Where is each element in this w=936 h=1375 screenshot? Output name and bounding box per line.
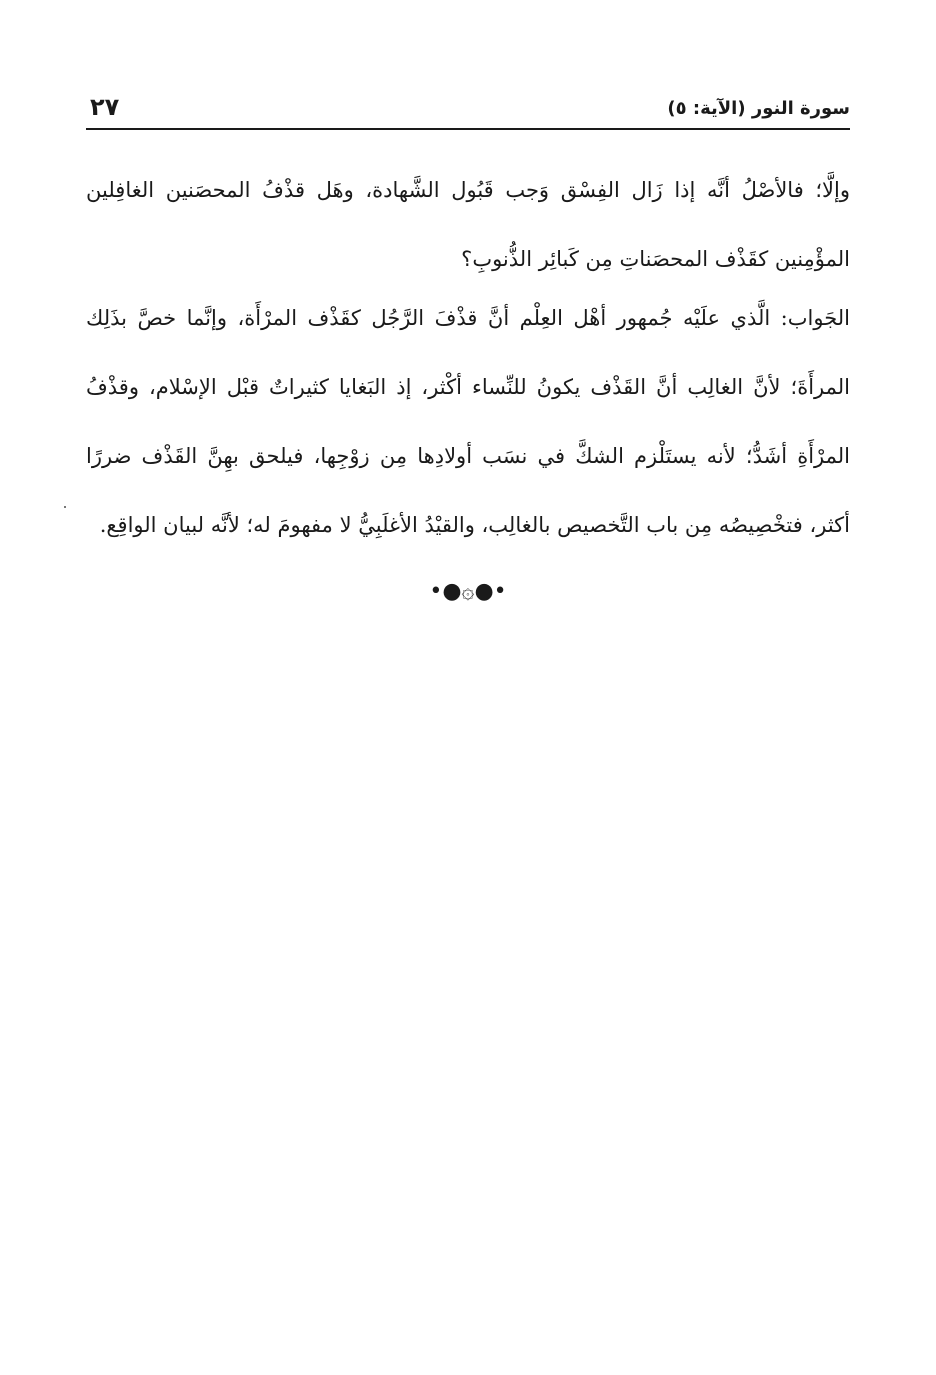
running-header <box>86 88 850 130</box>
end-ornament: •●۞●• <box>429 579 507 604</box>
scan-speck <box>64 506 66 508</box>
surah-title: سورة النور (الآية: ٥) <box>667 98 850 119</box>
paragraph-answer: الجَواب: الَّذي علَيْه جُمهور أهْل العِلْم أنَّ قذْفَ الرَّجُل كقَذْف المرْأَة، وإنَّما خصَّ بذَلِك المرأَةَ؛ لأنَّ الغالِب أنَّ القَذْف يكونُ للنِّساء أكْثر، إذ البَغايا كثيراتٌ قبْل الإسْلام، وقذْفُ المرْأَةِ أشَدُّ؛ لأنه يستَلْزم الشكَّ في نسَب أولادِها مِن زوْجِها، فيلحق بهِنَّ القَذْف ضررًا أكثر، فتخْصِيصُه مِن باب التَّخصيص بالغالِب، والقيْدُ الأغلَبِيُّ لا مفهومَ له؛ لأنَّه لبيان الواقِع. <box>86 306 850 537</box>
paragraph-question: وإلَّا؛ فالأصْلُ أنَّه إذا زَال الفِسْق وَجب قَبُول الشَّهادة، وهَل قذْفُ المحصَنين الغافِلين المؤْمِنين كقَذْف المحصَناتِ مِن كَبائِر الذُّنوبِ؟ <box>86 178 850 271</box>
page-number: ٢٧ <box>90 93 120 121</box>
header-rule <box>86 128 850 130</box>
